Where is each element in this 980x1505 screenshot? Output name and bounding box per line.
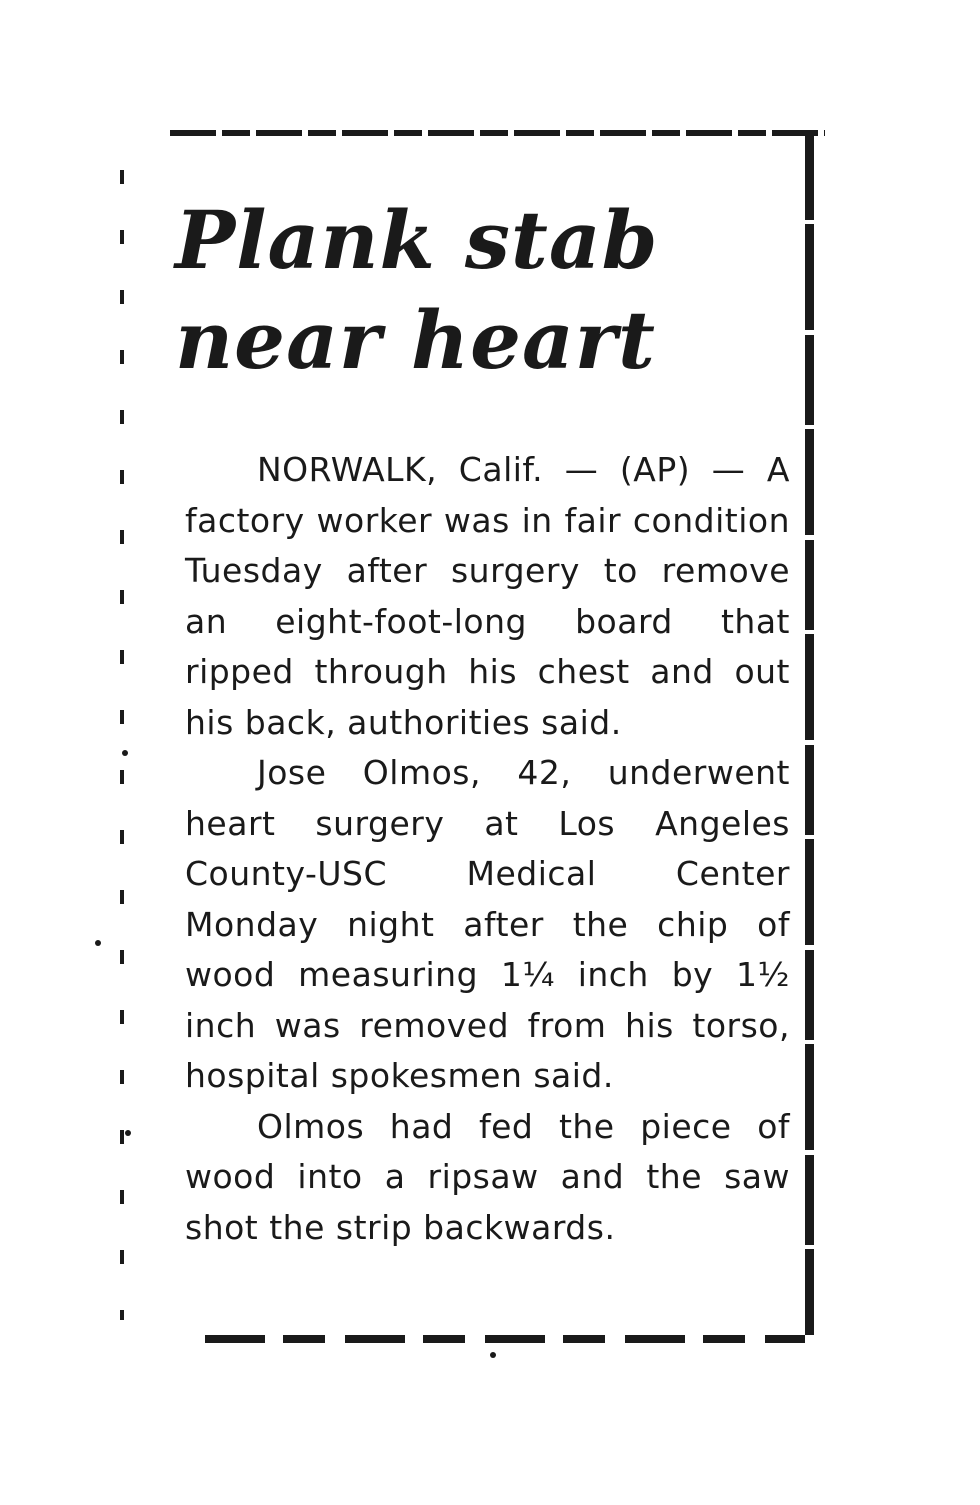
ink-speck (125, 1130, 131, 1136)
headline-line-1: Plank stab (175, 193, 659, 287)
article-paragraph-1: NORWALK, Calif. — (AP) — A factory worker was in fair condition Tuesday after surgery to remove an eight-foot-long board that ripped through his chest and out his back, authorities said. (185, 450, 790, 742)
article-body (185, 445, 790, 1253)
newspaper-clipping (150, 130, 820, 1345)
ink-speck (95, 940, 101, 946)
clipping-top-border (170, 130, 825, 136)
clipping-left-border (120, 170, 124, 1320)
clipping-right-border (805, 130, 814, 1335)
ink-speck (490, 1352, 496, 1358)
ink-speck (122, 750, 128, 756)
headline (175, 190, 795, 390)
clipping-bottom-border (205, 1335, 805, 1343)
article-paragraph-2: Jose Olmos, 42, underwent heart surgery at Los Angeles County-USC Medical Center Monday night after the chip of wood measuring 1¼ inch by 1½ inch was removed from his torso, hospital spokesmen said. (185, 753, 790, 1095)
headline-line-2: near heart (175, 293, 656, 387)
article-paragraph-3: Olmos had fed the piece of wood into a ripsaw and the saw shot the strip backwards. (185, 1106, 790, 1247)
